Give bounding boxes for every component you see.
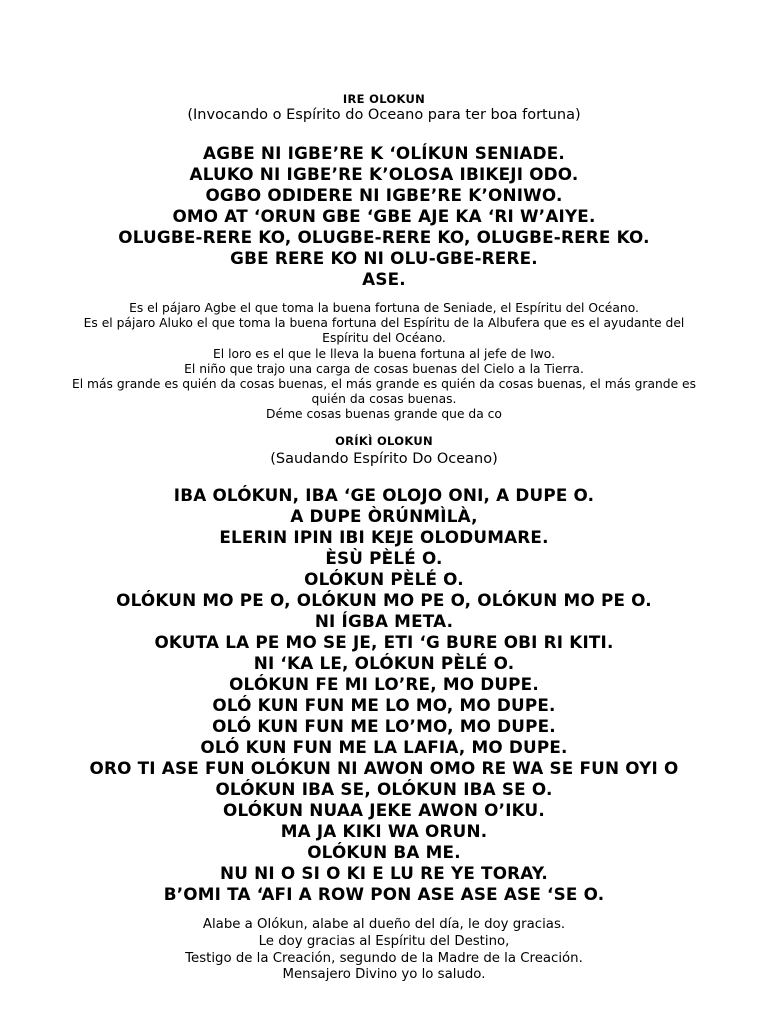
translation-line: El loro es el que le lleva la buena fortuna al jefe de Iwo. xyxy=(213,346,555,361)
verse-line: AGBE NI IGBE’RE K ‘OLÍKUN SENIADE. xyxy=(203,143,565,163)
translation-line: quién da cosas buenas. xyxy=(311,392,457,407)
verse-line: NI ÍGBA META. xyxy=(314,611,454,631)
verse-line: OKUTA LA PE MO SE JE, ETI ‘G BURE OBI RI KITI. xyxy=(154,632,614,652)
verse-line: ASE. xyxy=(362,269,406,289)
verse-line: B’OMI TA ‘AFI A ROW PON ASE ASE ASE ‘SE O. xyxy=(163,884,605,904)
verse-line: GBE RERE KO NI OLU-GBE-RERE. xyxy=(230,248,538,268)
prayer2-subtitle: (Saudando Espírito Do Oceano) xyxy=(270,451,498,467)
translation-line: Es el pájaro Agbe el que toma la buena fortuna de Seniade, el Espíritu del Océano. xyxy=(129,301,639,315)
verse-line: OLÓ KUN FUN ME LA LAFIA, MO DUPE. xyxy=(200,737,568,757)
verse-line: OMO AT ‘ORUN GBE ‘GBE AJE KA ‘RI W’AIYE. xyxy=(172,206,596,226)
translation-line: Testigo de la Creación, segundo de la Madre de la Creación. xyxy=(185,950,583,966)
prayer1-translation xyxy=(40,301,728,423)
verse-line: OLÓKUN MO PE O, OLÓKUN MO PE O, OLÓKUN MO PE O. xyxy=(116,590,652,610)
translation-line: Espíritu del Océano. xyxy=(322,331,446,346)
verse-line: A DUPE ÒRÚNMÌLÀ, xyxy=(290,506,478,526)
prayer2-title: ORÍKÌ OLOKUN xyxy=(335,434,433,448)
prayer1-title: IRE OLOKUN xyxy=(342,92,426,106)
verse-line: OLÓKUN FE MI LO’RE, MO DUPE. xyxy=(229,674,539,694)
verse-line: NI ‘KA LE, OLÓKUN PÈLÉ O. xyxy=(253,653,515,673)
prayer1-subtitle: (Invocando o Espírito do Oceano para ter boa fortuna) xyxy=(187,107,581,123)
verse-line: ÈSÙ PÈLÉ O. xyxy=(325,548,443,568)
translation-line: Mensajero Divino yo lo saludo. xyxy=(282,967,486,983)
verse-line: ORO TI ASE FUN OLÓKUN NI AWON OMO RE WA SE FUN OYI O xyxy=(89,758,679,778)
verse-line: OLÓKUN BA ME. xyxy=(307,842,461,862)
prayer2-translation xyxy=(40,917,728,984)
translation-line: Es el pájaro Aluko el que toma la buena fortuna del Espíritu de la Albufera que es el ayudante del xyxy=(83,316,685,331)
translation-line: Le doy gracias al Espíritu del Destino, xyxy=(258,933,510,949)
verse-line: IBA OLÓKUN, IBA ‘GE OLOJO ONI, A DUPE O. xyxy=(173,485,595,505)
verse-line: OLÓ KUN FUN ME LO’MO, MO DUPE. xyxy=(212,716,556,736)
verse-line: ELERIN IPIN IBI KEJE OLODUMARE. xyxy=(219,527,549,547)
verse-line: OGBO ODIDERE NI IGBE’RE K’ONIWO. xyxy=(205,185,563,205)
verse-line: ALUKO NI IGBE’RE K’OLOSA IBIKEJI ODO. xyxy=(189,164,579,184)
translation-line: El niño que trajo una carga de cosas buenas del Cielo a la Tierra. xyxy=(184,361,584,376)
verse-line: OLÓ KUN FUN ME LO MO, MO DUPE. xyxy=(212,695,556,715)
verse-line: OLUGBE-RERE KO, OLUGBE-RERE KO, OLUGBE-RERE KO. xyxy=(118,227,650,247)
verse-line: NU NI O SI O KI E LU RE YE TORAY. xyxy=(219,863,549,883)
verse-line: OLÓKUN NUAA JEKE AWON O’IKU. xyxy=(223,800,545,820)
prayer2-verses xyxy=(40,485,728,905)
prayer1-verses xyxy=(40,143,728,290)
translation-line: Alabe a Olókun, alabe al dueño del día, le doy gracias. xyxy=(202,917,566,932)
verse-line: OLÓKUN IBA SE, OLÓKUN IBA SE O. xyxy=(215,779,553,799)
verse-line: OLÓKUN PÈLÉ O. xyxy=(304,569,464,589)
verse-line: MA JA KIKI WA ORUN. xyxy=(280,821,488,841)
translation-line: Déme cosas buenas grande que da co xyxy=(266,407,502,422)
translation-line: El más grande es quién da cosas buenas, el más grande es quién da cosas buenas, el más grande es xyxy=(71,377,697,392)
